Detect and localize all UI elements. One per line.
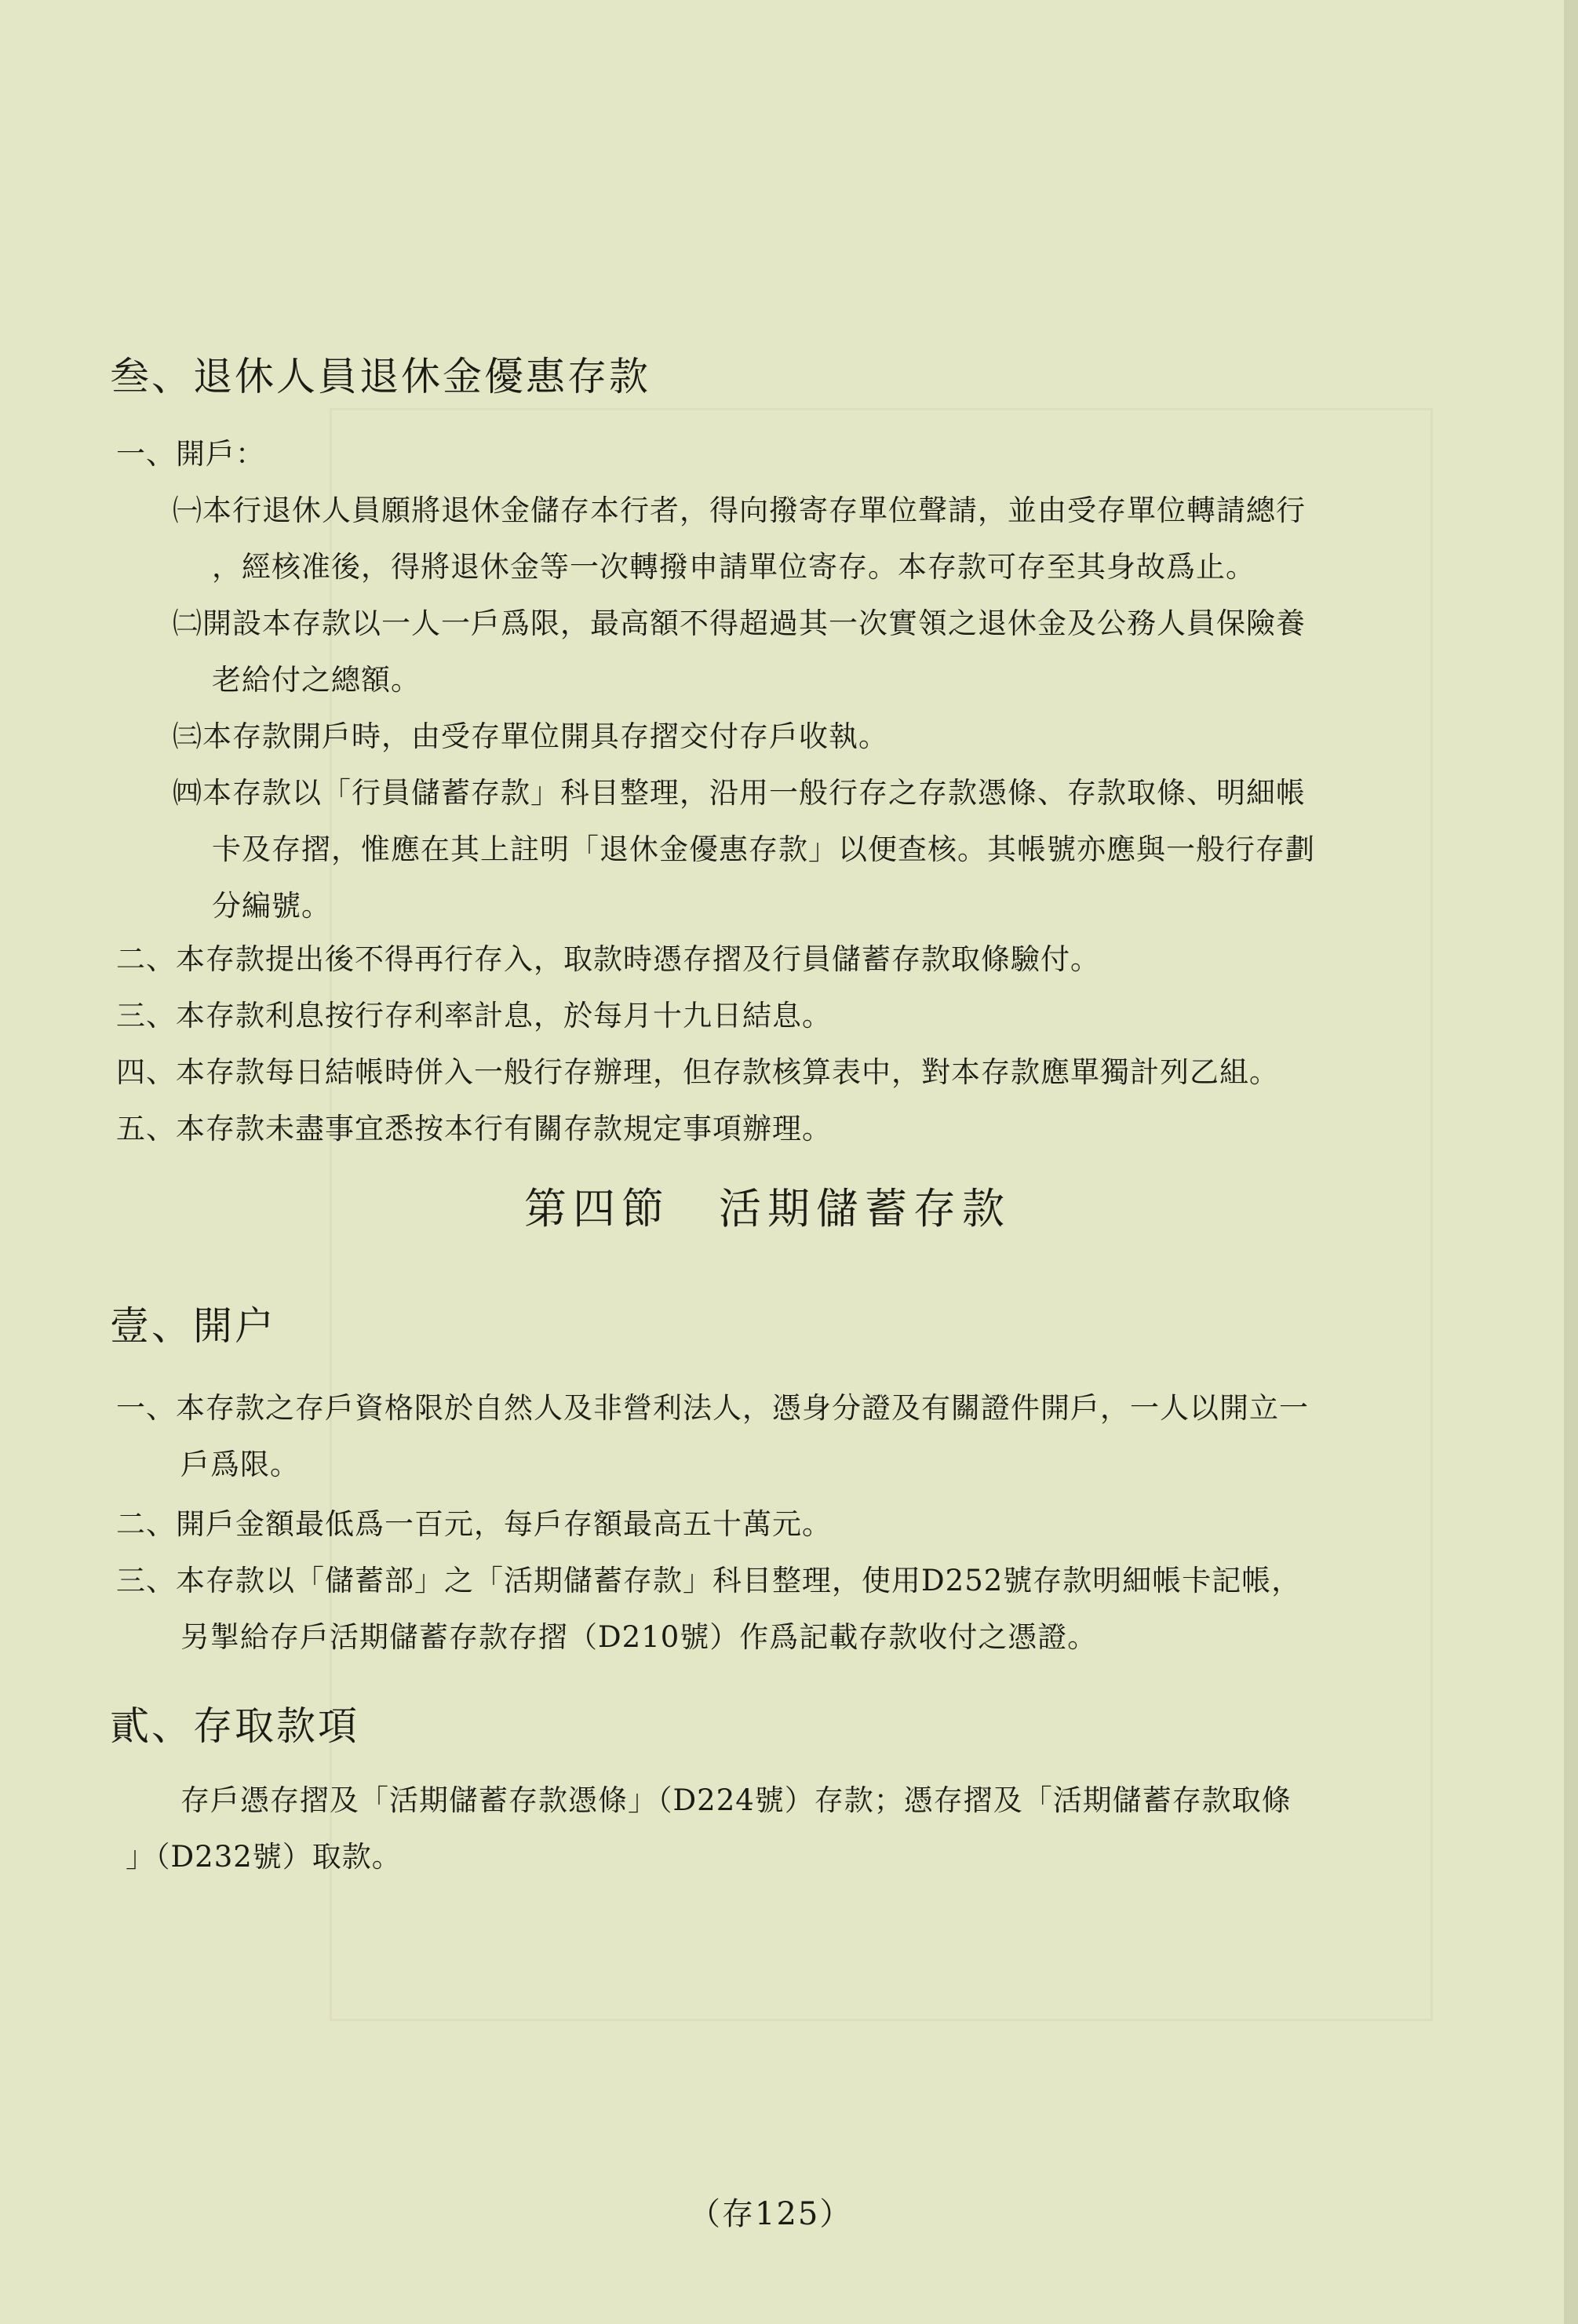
item-4: 四、本存款每日結帳時併入一般行存辦理，但存款核算表中，對本存款應單獨計列乙組。	[116, 1055, 1279, 1089]
open-item-3-line2: 另掣給存戶活期儲蓄存款存摺（D210號）作爲記載存款收付之憑證。	[180, 1620, 1098, 1654]
sub-item-4-line1: ㈣本存款以「行員儲蓄存款」科目整理，沿用一般行存之存款憑條、存款取條、明細帳	[173, 776, 1306, 810]
open-item-2: 二、開戶金額最低爲一百元，每戶存額最高五十萬元。	[116, 1507, 832, 1541]
open-item-1-line1: 一、本存款之存戶資格限於自然人及非營利法人，憑身分證及有關證件開戶，一人以開立一	[116, 1391, 1309, 1425]
open-item-1-line2: 戶爲限。	[180, 1448, 300, 1481]
heading-open-account: 壹、開户	[110, 1303, 276, 1349]
page-edge	[1564, 0, 1578, 2324]
item-open-account: 一、開戶：	[116, 437, 265, 471]
sub-item-3: ㈢本存款開戶時，由受存單位開具存摺交付存戶收執。	[173, 719, 888, 753]
heading-deposit-withdraw: 貳、存取款項	[110, 1703, 359, 1749]
section-heading: 第四節 活期儲蓄存款	[524, 1184, 1011, 1233]
sub-item-1-line1: ㈠本行退休人員願將退休金儲存本行者，得向撥寄存單位聲請，並由受存單位轉請總行	[173, 494, 1306, 527]
withdraw-para-line1: 存戶憑存摺及「活期儲蓄存款憑條」（D224號）存款；憑存摺及「活期儲蓄存款取條	[180, 1783, 1292, 1817]
page-number: （存125）	[689, 2196, 853, 2232]
sub-item-2-line1: ㈡開設本存款以一人一戶爲限，最高額不得超過其一次實領之退休金及公務人員保險養	[173, 606, 1306, 640]
heading-retiree-deposit: 叁、退休人員退休金優惠存款	[110, 354, 651, 399]
item-2: 二、本存款提出後不得再行存入，取款時憑存摺及行員儲蓄存款取條驗付。	[116, 942, 1100, 976]
sub-item-4-line2: 卡及存摺，惟應在其上註明「退休金優惠存款」以便查核。其帳號亦應與一般行存劃	[212, 832, 1315, 866]
item-5: 五、本存款未盡事宜悉按本行有關存款規定事項辦理。	[116, 1112, 832, 1146]
withdraw-para-line2: 」（D232號）取款。	[126, 1840, 402, 1874]
item-3: 三、本存款利息按行存利率計息，於每月十九日結息。	[116, 999, 832, 1033]
sub-item-2-line2: 老給付之總額。	[212, 663, 421, 697]
open-item-3-line1: 三、本存款以「儲蓄部」之「活期儲蓄存款」科目整理，使用D252號存款明細帳卡記帳，	[116, 1564, 1302, 1597]
sub-item-1-line2: ，經核准後，得將退休金等一次轉撥申請單位寄存。本存款可存至其身故爲止。	[212, 550, 1255, 584]
sub-item-4-line3: 分編號。	[212, 889, 331, 923]
